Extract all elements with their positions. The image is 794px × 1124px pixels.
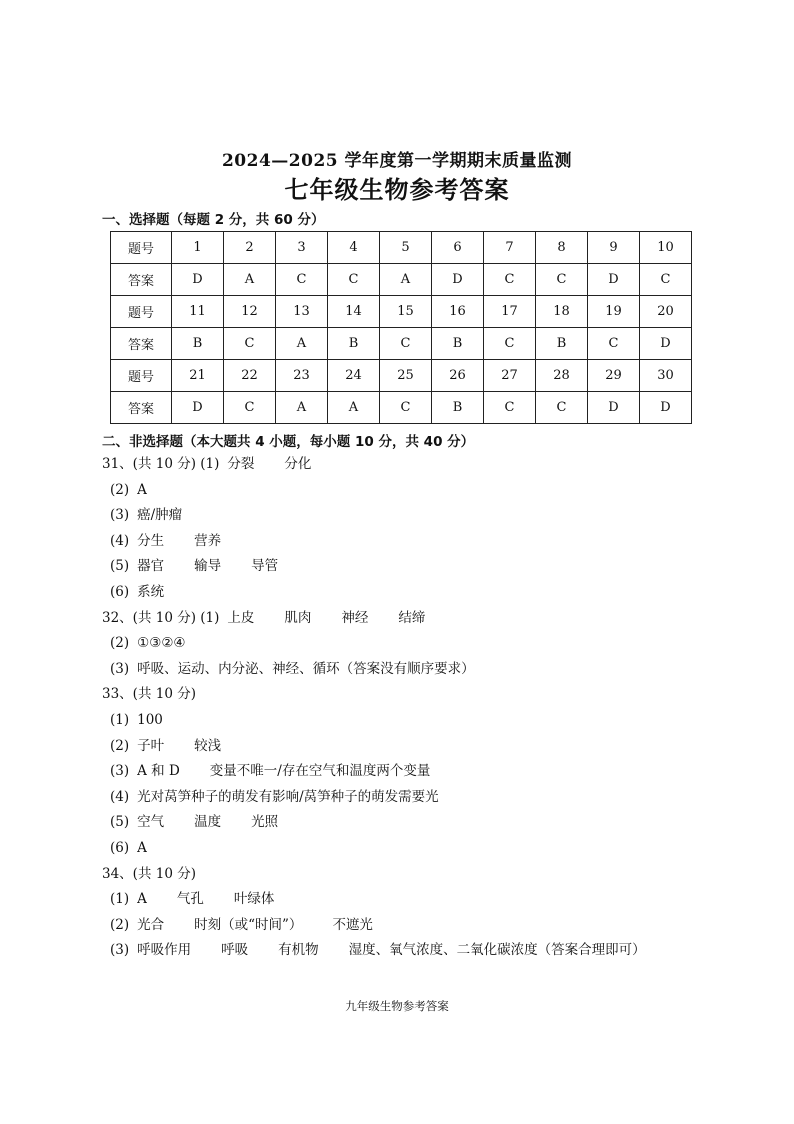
answer-label: (6): [110, 839, 130, 856]
row-header: 答案: [111, 328, 172, 360]
row-header: 题号: [111, 296, 172, 328]
sub-answer-line: [102, 759, 742, 785]
answer-item: 分生: [137, 532, 165, 549]
table-cell: A: [380, 264, 432, 296]
table-cell: 27: [484, 360, 536, 392]
document-subtitle: 七年级生物参考答案: [284, 175, 510, 204]
table-cell: C: [380, 328, 432, 360]
answer-label: (6): [110, 583, 130, 600]
sub-answer-line: [102, 785, 742, 811]
sub-answer-line: [102, 887, 742, 913]
table-cell: C: [484, 264, 536, 296]
table-cell: C: [484, 392, 536, 424]
answer-label: 32、(共 10 分) (1): [102, 609, 220, 626]
answer-label: (1): [110, 711, 130, 728]
answer-label: (4): [110, 788, 130, 805]
answer-label: (3): [110, 660, 130, 677]
table-cell: D: [172, 264, 224, 296]
table-cell: 5: [380, 232, 432, 264]
answer-table: [110, 231, 692, 424]
question-line: [102, 452, 742, 478]
section-heading-choice: 一、选择题（每题 2 分，共 60 分）: [102, 212, 325, 228]
row-header: 答案: [111, 392, 172, 424]
table-cell: 23: [276, 360, 328, 392]
table-row: [111, 232, 692, 264]
row-header: 题号: [111, 360, 172, 392]
answer-item: 导管: [251, 558, 279, 575]
table-row: [111, 264, 692, 296]
sub-answer-line: [102, 503, 742, 529]
table-cell: D: [640, 328, 692, 360]
answer-label: (4): [110, 532, 130, 549]
answer-item: 光对莴笋种子的萌发有影响/莴笋种子的萌发需要光: [137, 788, 439, 805]
sub-answer-line: [102, 478, 742, 504]
table-cell: A: [328, 392, 380, 424]
answer-item: 呼吸、运动、内分泌、神经、循环（答案没有顺序要求）: [137, 660, 475, 677]
answer-label: 31、(共 10 分) (1): [102, 456, 220, 472]
table-cell: 19: [588, 296, 640, 328]
answer-label: (3): [110, 942, 130, 959]
answer-item: 器官: [137, 558, 165, 575]
table-cell: D: [640, 392, 692, 424]
answer-label: (2): [110, 737, 130, 754]
table-cell: B: [328, 328, 380, 360]
answer-item: 结缔: [398, 609, 426, 626]
table-cell: C: [484, 328, 536, 360]
table-row: [111, 360, 692, 392]
answer-item: A: [137, 839, 147, 856]
answer-item: 癌/肿瘤: [137, 507, 183, 524]
answer-label: (1): [110, 891, 130, 908]
table-cell: 28: [536, 360, 588, 392]
table-row: [111, 392, 692, 424]
sub-answer-line: [102, 836, 742, 862]
table-cell: C: [536, 392, 588, 424]
table-cell: 17: [484, 296, 536, 328]
table-row: [111, 296, 692, 328]
sub-answer-line: [102, 708, 742, 734]
answer-item: 气孔: [176, 891, 204, 908]
table-cell: 12: [224, 296, 276, 328]
answer-item: ①③②④: [137, 635, 186, 652]
sub-answer-line: [102, 938, 742, 964]
table-cell: B: [172, 328, 224, 360]
sub-answer-line: [102, 734, 742, 760]
table-cell: 9: [588, 232, 640, 264]
answer-item: 呼吸作用: [137, 942, 192, 959]
table-cell: C: [328, 264, 380, 296]
table-cell: A: [224, 264, 276, 296]
row-header: 答案: [111, 264, 172, 296]
table-cell: 15: [380, 296, 432, 328]
table-cell: 8: [536, 232, 588, 264]
sub-answer-line: [102, 810, 742, 836]
table-cell: B: [432, 392, 484, 424]
table-cell: 1: [172, 232, 224, 264]
sub-answer-line: [102, 631, 742, 657]
answer-item: A 和 D: [137, 763, 180, 780]
table-cell: 3: [276, 232, 328, 264]
table-cell: C: [224, 392, 276, 424]
table-cell: 7: [484, 232, 536, 264]
answer-item: 分化: [284, 456, 312, 472]
table-cell: 18: [536, 296, 588, 328]
answer-item: 湿度、氧气浓度、二氧化碳浓度（答案合理即可）: [348, 942, 646, 959]
table-cell: 14: [328, 296, 380, 328]
answer-label: (2): [110, 916, 130, 933]
table-cell: 22: [224, 360, 276, 392]
table-cell: A: [276, 328, 328, 360]
table-cell: D: [172, 392, 224, 424]
sub-answer-line: [102, 580, 742, 606]
section-heading-nonchoice: 二、非选择题（本大题共 4 小题，每小题 10 分，共 40 分）: [102, 434, 475, 450]
answer-item: 呼吸: [221, 942, 249, 959]
answer-item: 系统: [137, 583, 165, 600]
answer-label: 33、(共 10 分): [102, 686, 196, 703]
table-cell: B: [432, 328, 484, 360]
answer-label: 34、(共 10 分): [102, 865, 196, 882]
table-cell: 25: [380, 360, 432, 392]
table-cell: 16: [432, 296, 484, 328]
answer-item: A: [137, 481, 147, 498]
table-cell: D: [588, 392, 640, 424]
table-cell: 4: [328, 232, 380, 264]
answer-label: (3): [110, 507, 130, 524]
row-header: 题号: [111, 232, 172, 264]
answer-item: 变量不唯一/存在空气和温度两个变量: [209, 763, 431, 780]
answer-item: 较浅: [194, 737, 222, 754]
document-title: 2024—2025 学年度第一学期期末质量监测: [221, 151, 573, 171]
answer-item: A: [137, 891, 147, 908]
table-cell: 29: [588, 360, 640, 392]
table-cell: 10: [640, 232, 692, 264]
answer-label: (5): [110, 558, 130, 575]
answer-item: 输导: [194, 558, 222, 575]
table-cell: 24: [328, 360, 380, 392]
sub-answer-line: [102, 554, 742, 580]
answer-label: (3): [110, 763, 130, 780]
answer-item: 神经: [341, 609, 369, 626]
answer-item: 有机物: [278, 942, 319, 959]
sub-answer-line: [102, 529, 742, 555]
page-footer: 九年级生物参考答案: [345, 999, 449, 1013]
answer-label: (2): [110, 481, 130, 498]
table-cell: C: [224, 328, 276, 360]
table-cell: C: [536, 264, 588, 296]
table-cell: A: [276, 392, 328, 424]
question-line: [102, 606, 742, 632]
table-cell: D: [588, 264, 640, 296]
table-row: [111, 328, 692, 360]
answer-item: 上皮: [227, 609, 255, 626]
table-cell: C: [276, 264, 328, 296]
answer-item: 100: [137, 711, 163, 728]
answer-item: 空气: [137, 814, 165, 831]
table-cell: 11: [172, 296, 224, 328]
question-line: [102, 862, 742, 888]
answer-label: (5): [110, 814, 130, 831]
table-cell: 2: [224, 232, 276, 264]
table-cell: C: [640, 264, 692, 296]
table-cell: D: [432, 264, 484, 296]
table-cell: 21: [172, 360, 224, 392]
answer-item: 不遮光: [332, 916, 373, 933]
answer-item: 分裂: [227, 456, 255, 472]
table-cell: 20: [640, 296, 692, 328]
answer-label: (2): [110, 635, 130, 652]
table-cell: 13: [276, 296, 328, 328]
table-cell: 30: [640, 360, 692, 392]
sub-answer-line: [102, 913, 742, 939]
answer-item: 光合: [137, 916, 165, 933]
answer-item: 光照: [251, 814, 279, 831]
answer-item: 温度: [194, 814, 222, 831]
question-line: [102, 682, 742, 708]
answer-item: 时刻（或“时间”）: [194, 916, 303, 933]
table-cell: C: [380, 392, 432, 424]
table-cell: C: [588, 328, 640, 360]
answer-item: 营养: [194, 532, 222, 549]
sub-answer-line: [102, 657, 742, 683]
table-cell: B: [536, 328, 588, 360]
answer-item: 子叶: [137, 737, 165, 754]
nonchoice-answers: [102, 452, 742, 964]
table-cell: 6: [432, 232, 484, 264]
answer-item: 肌肉: [284, 609, 312, 626]
table-cell: 26: [432, 360, 484, 392]
answer-item: 叶绿体: [233, 891, 275, 908]
